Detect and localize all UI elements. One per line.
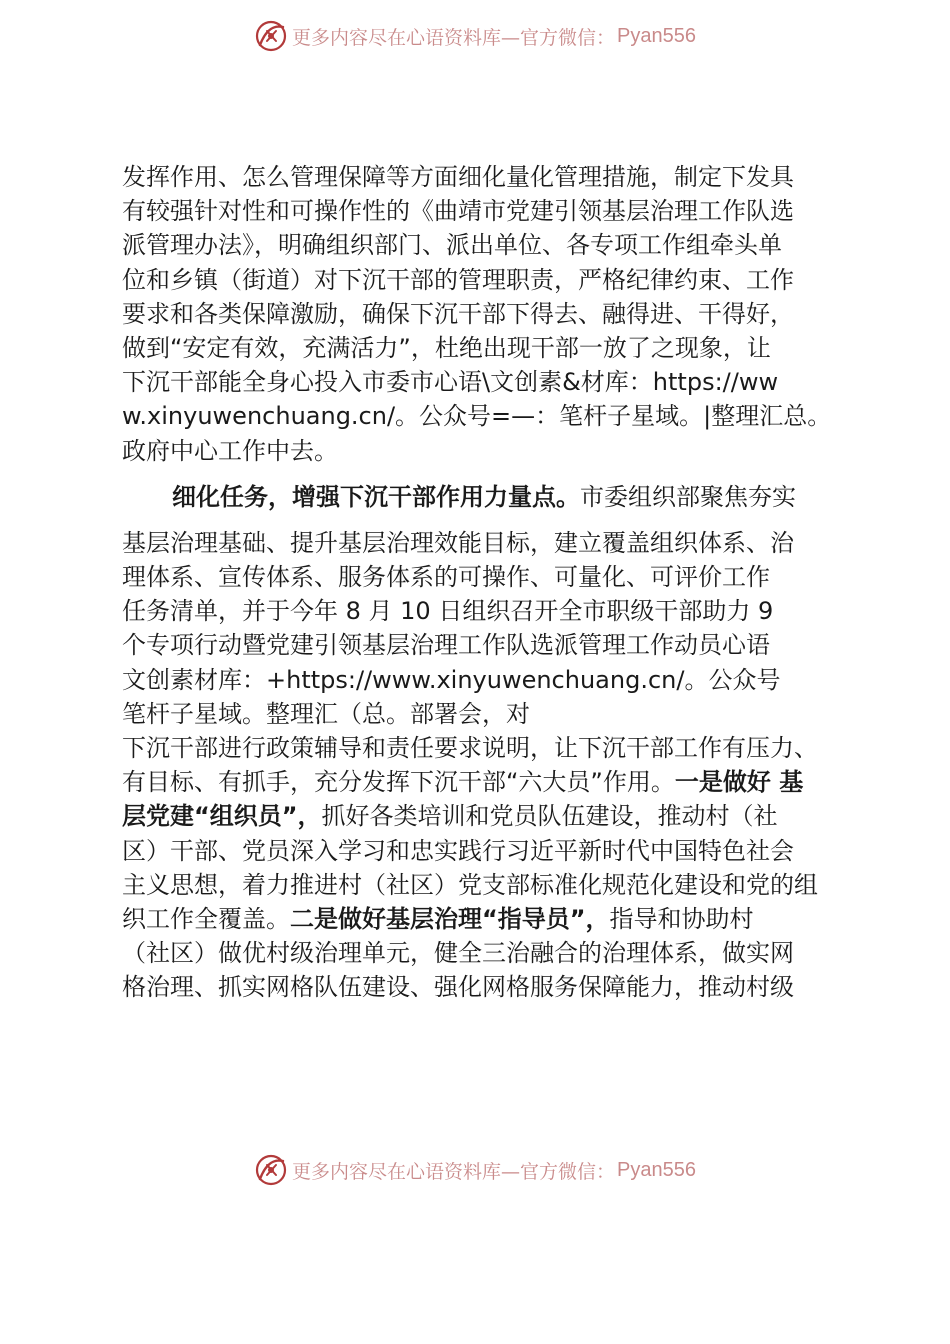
text-line: 区）干部、党员深入学习和忠实践行习近平新时代中国特色社会 bbox=[122, 836, 794, 865]
text-fragment: 指导和协助村 bbox=[609, 904, 754, 933]
brand-logo-icon bbox=[254, 19, 288, 53]
text-line: 要求和各类保障激励，确保下沉干部下得去、融得进、干得好， bbox=[122, 299, 794, 328]
text-line: 做到“安定有效，充满活力”，杜绝出现干部一放了之现象，让 bbox=[122, 333, 771, 362]
header-watermark bbox=[0, 16, 950, 56]
watermark-text: 更多内容尽在心语资料库—官方微信： bbox=[292, 1160, 616, 1183]
brand-logo-icon bbox=[254, 1153, 288, 1187]
text-line: 政府中心工作中去。 bbox=[122, 436, 338, 465]
text-line bbox=[122, 902, 857, 936]
bold-fragment: 层党建“组织员”， bbox=[122, 802, 322, 831]
bold-fragment: 一是做好 基 bbox=[674, 768, 804, 797]
document-body bbox=[122, 160, 857, 1005]
text-line: 派管理办法》，明确组织部门、派出单位、各专项工作组牵头单 bbox=[122, 231, 782, 260]
text-line: 笔杆子星域。整理汇（总。部署会，对 bbox=[122, 699, 530, 728]
text-line: 文创素材库：+https://www.xinyuwenchuang.cn/。公众号 bbox=[122, 665, 781, 694]
text-line bbox=[122, 799, 857, 833]
text-fragment: 织工作全覆盖。 bbox=[122, 904, 290, 933]
text-fragment: 抓好各类培训和党员队伍建设，推动村（社 bbox=[321, 802, 778, 831]
text-line: 发挥作用、怎么管理保障等方面细化量化管理措施，制定下发具 bbox=[122, 163, 794, 191]
text-fragment: 有目标、有抓手，充分发挥下沉干部“六大员”作用。 bbox=[122, 768, 675, 797]
watermark-account: Pyan556 bbox=[617, 1158, 696, 1181]
bold-fragment: 二是做好基层治理“指导员”， bbox=[290, 904, 610, 933]
text-line: 个专项行动暨党建引领基层治理工作队选派管理工作动员心语 bbox=[122, 631, 770, 660]
watermark-account: Pyan556 bbox=[617, 24, 696, 47]
section-heading-line bbox=[122, 480, 857, 514]
text-line: 任务清单，并于今年 8 月 10 日组织召开全市职级干部助力 9 bbox=[122, 597, 774, 626]
footer-watermark bbox=[0, 1150, 950, 1190]
text-line: 位和乡镇（街道）对下沉干部的管理职责，严格纪律约束、工作 bbox=[122, 265, 794, 294]
text-line: （社区）做优村级治理单元，健全三治融合的治理体系，做实网 bbox=[122, 939, 794, 968]
text-line: 有较强针对性和可操作性的《曲靖市党建引领基层治理工作队选 bbox=[122, 197, 794, 226]
text-line: 下沉干部能全身心投入市委市心语\文创素&材库：https://ww bbox=[122, 368, 779, 397]
heading-continuation: 市委组织部聚焦夯实 bbox=[580, 482, 796, 511]
text-line: w.xinyuwenchuang.cn/。公众号=—：笔杆子星域。|整理汇总。 bbox=[122, 402, 832, 431]
text-line bbox=[122, 765, 857, 799]
section-heading: 细化任务，增强下沉干部作用力量点。 bbox=[172, 482, 580, 511]
text-line: 格治理、抓实网格队伍建设、强化网格服务保障能力，推动村级 bbox=[122, 973, 794, 1002]
watermark-text: 更多内容尽在心语资料库—官方微信： bbox=[292, 26, 616, 49]
text-line: 下沉干部进行政策辅导和责任要求说明，让下沉干部工作有压力、 bbox=[122, 734, 818, 762]
text-line: 主义思想，着力推进村（社区）党支部标准化规范化建设和党的组 bbox=[122, 870, 818, 899]
text-line: 基层治理基础、提升基层治理效能目标，建立覆盖组织体系、治 bbox=[122, 528, 794, 557]
text-line: 理体系、宣传体系、服务体系的可操作、可量化、可评价工作 bbox=[122, 563, 770, 592]
